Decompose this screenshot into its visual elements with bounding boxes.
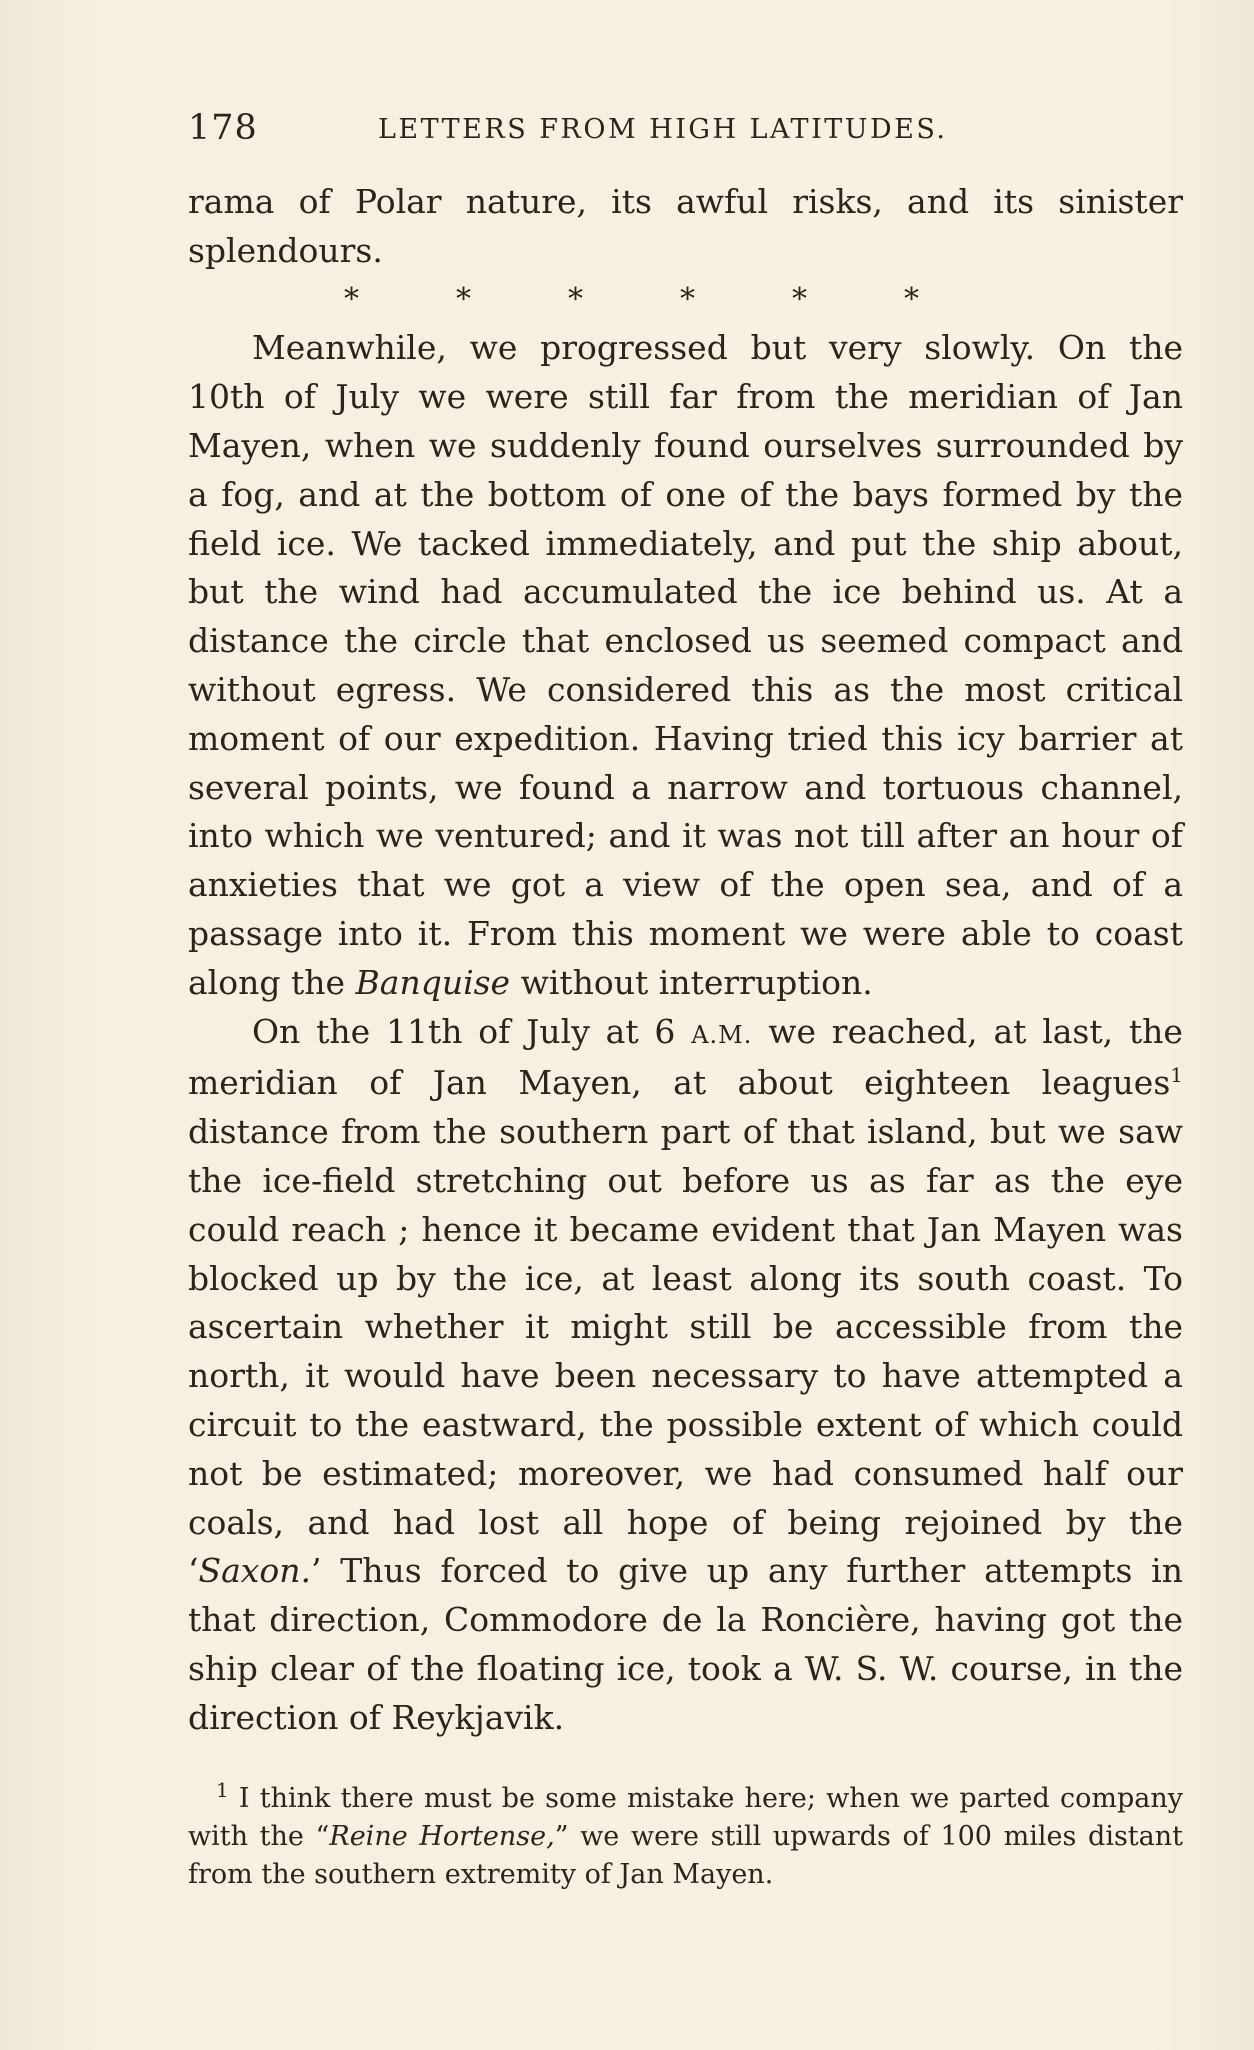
footnote-reference[interactable]: 1 bbox=[1170, 1063, 1183, 1088]
time-am: A.M. bbox=[691, 1020, 753, 1049]
asterisk: * bbox=[456, 281, 471, 317]
paragraph-text: On the 11th of July at 6 bbox=[252, 1011, 676, 1051]
italic-saxon: Saxon. bbox=[198, 1551, 312, 1591]
page-header bbox=[188, 108, 1178, 152]
footnote-body: I think there must be some mistake here; when we parted company with the “ bbox=[188, 1783, 1183, 1852]
section-break-asterisks bbox=[188, 276, 1183, 325]
asterisk: * bbox=[792, 281, 807, 317]
footnote-text bbox=[188, 1780, 1183, 1894]
paragraph-continuation: rama of Polar nature, its awful risks, and its sinister splendours. bbox=[188, 182, 1183, 270]
paragraph-text: ’ Thus forced to give up any further attempts in that direction, Commodore de la Roncière, having got the ship clear of the floating ice, took a W. S. W. course, in the direction of Reykjavik. bbox=[188, 1551, 1183, 1737]
paragraph-eleventh-july bbox=[188, 1008, 1183, 1743]
footnote-body: ” we were still upwards of 100 miles distant from the southern extremity of Jan Mayen. bbox=[188, 1821, 1183, 1890]
paragraph-text: Meanwhile, we progressed but very slowly. On the 10th of July we were still far from the meridian of Jan Mayen, when we suddenly found ourselves surrounded by a fog, and at the bottom of one of the bays formed by the field ice. We tacked immediately, and put the ship about, but the wind had accumulated the ice behind us. At a distance the circle that enclosed us seemed compact and without egress. We considered this as the most critical moment of our expedition. Having tried this icy barrier at several points, we found a narrow and tortuous channel, into which we ventured; and it was not till after an hour of anxieties that we got a view of the open sea, and of a passage into it. From this moment we were able to coast along the bbox=[188, 328, 1183, 1002]
page-number: 178 bbox=[188, 108, 258, 148]
body-text bbox=[188, 178, 1183, 1743]
asterisk: * bbox=[680, 281, 695, 317]
asterisk: * bbox=[568, 281, 583, 317]
italic-reine-hortense: Reine Hortense, bbox=[329, 1821, 555, 1852]
paragraph-meanwhile bbox=[188, 324, 1183, 1007]
paragraph-text: distance from the southern part of that island, but we saw the ice-field stretching out before us as far as the eye could reach ; hence it became evident that Jan Mayen was blocked up by the ice, at least along its south coast. To ascertain whether it might still be accessible from the north, it would have been necessary to have attempted a circuit to the eastward, the possible extent of which could not be estimated; moreover, we had consumed half our coals, and had lost all hope of being rejoined by the ‘ bbox=[188, 1112, 1183, 1591]
paragraph-text: we reached, at last, the meridian of Jan Mayen, at about eighteen leagues bbox=[188, 1011, 1183, 1103]
footnote-mark: 1 bbox=[216, 1778, 229, 1802]
asterisk: * bbox=[344, 281, 359, 317]
paragraph-text: without interruption. bbox=[520, 962, 873, 1002]
italic-banquise: Banquise bbox=[355, 962, 511, 1002]
footnote bbox=[188, 1780, 1183, 1894]
running-title: LETTERS FROM HIGH LATITUDES. bbox=[378, 114, 948, 145]
asterisk: * bbox=[904, 281, 919, 317]
